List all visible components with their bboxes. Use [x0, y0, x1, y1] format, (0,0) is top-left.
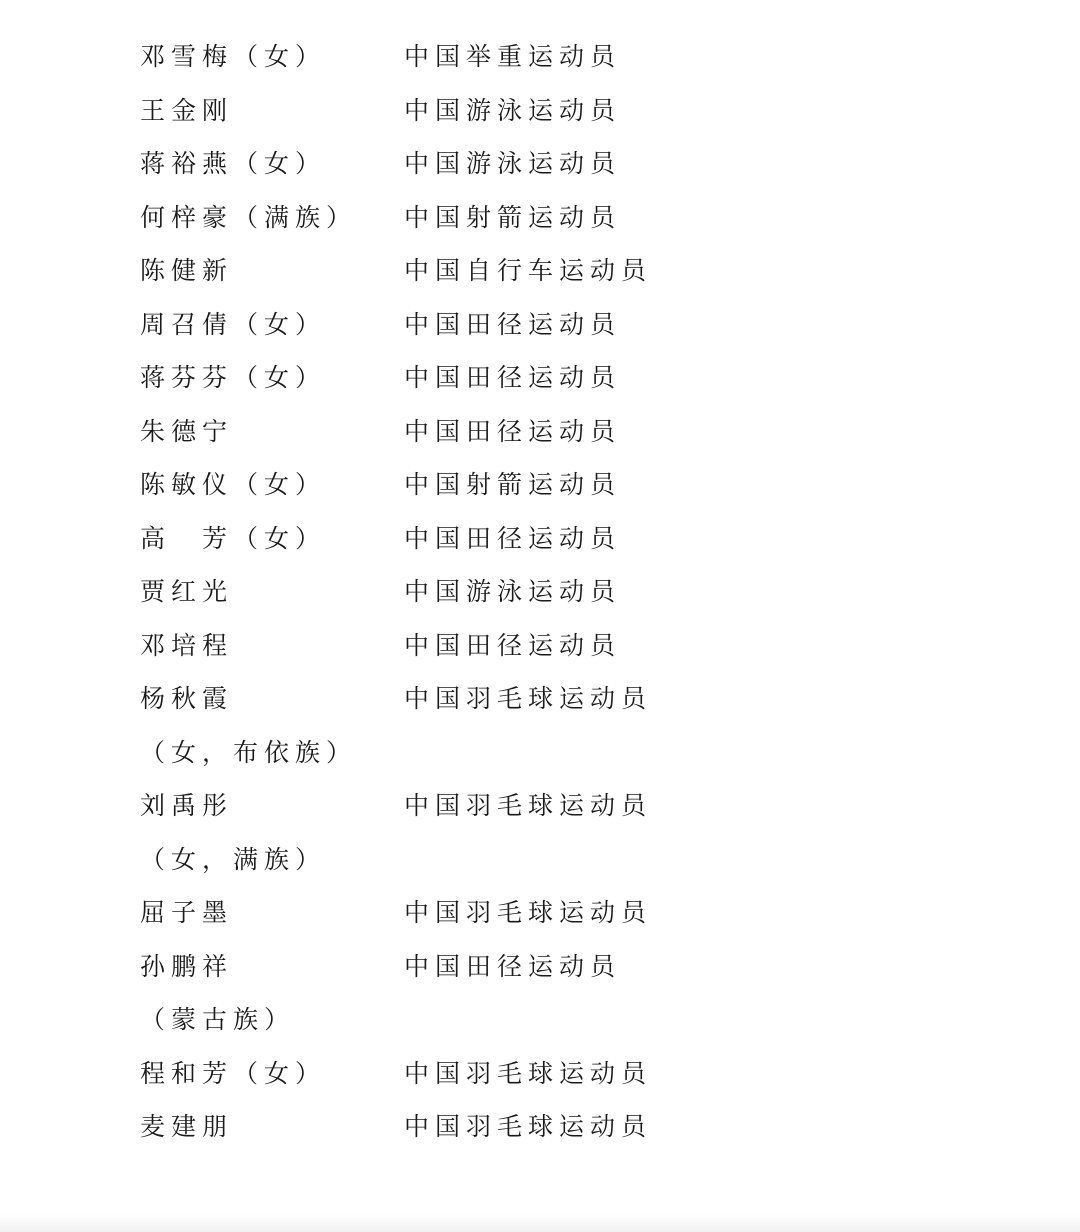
list-item: [140, 512, 940, 566]
athlete-name: 蒋芬芬（女）: [140, 363, 327, 392]
athlete-ethnicity-note: （女，布依族）: [140, 737, 358, 767]
page-bottom-edge: [0, 1214, 1080, 1232]
list-item: [140, 619, 940, 673]
athlete-name: 刘禹彤: [140, 791, 234, 820]
athlete-name: 孙鹏祥: [140, 951, 234, 981]
athlete-title: 中国羽毛球运动员: [404, 1058, 653, 1088]
athlete-title: 中国羽毛球运动员: [404, 791, 653, 820]
athlete-name: 程和芳（女）: [140, 1058, 327, 1088]
athlete-title: 中国游泳运动员: [404, 577, 622, 606]
list-item: [140, 672, 940, 726]
list-item: [140, 244, 940, 298]
athlete-ethnicity-note: （蒙古族）: [140, 1005, 296, 1034]
athlete-name: 蒋裕燕（女）: [140, 149, 327, 178]
athlete-name: 何梓豪（满族）: [140, 202, 358, 232]
list-item: [140, 726, 940, 780]
list-item: [140, 137, 940, 191]
athlete-name: 邓培程: [140, 630, 234, 660]
athlete-name: 高 芳（女）: [140, 523, 327, 553]
athlete-title: 中国举重运动员: [404, 42, 622, 71]
athlete-name: 屈子墨: [140, 898, 234, 927]
list-item: [140, 886, 940, 940]
athlete-ethnicity-note: （女，满族）: [140, 844, 327, 874]
athlete-title: 中国田径运动员: [404, 363, 622, 392]
athlete-title: 中国射箭运动员: [404, 470, 622, 499]
athlete-name: 王金刚: [140, 95, 234, 125]
athlete-name: 邓雪梅（女）: [140, 42, 327, 71]
athlete-title: 中国田径运动员: [404, 416, 622, 446]
athlete-title: 中国自行车运动员: [404, 256, 653, 285]
list-item: [140, 940, 940, 994]
list-item: [140, 565, 940, 619]
list-item: [140, 458, 940, 512]
athlete-title: 中国田径运动员: [404, 951, 622, 981]
athlete-name: 麦建朋: [140, 1112, 234, 1141]
athlete-name: 周召倩（女）: [140, 309, 327, 339]
athlete-title: 中国羽毛球运动员: [404, 898, 653, 927]
list-item: [140, 1047, 940, 1101]
list-item: [140, 30, 940, 84]
athlete-title: 中国田径运动员: [404, 309, 622, 339]
list-item: [140, 298, 940, 352]
athlete-title: 中国游泳运动员: [404, 95, 622, 125]
athlete-name: 杨秋霞: [140, 684, 234, 713]
athlete-title: 中国羽毛球运动员: [404, 684, 653, 713]
athlete-title: 中国游泳运动员: [404, 149, 622, 178]
athlete-name: 陈敏仪（女）: [140, 470, 327, 499]
list-item: [140, 833, 940, 887]
athlete-title: 中国射箭运动员: [404, 202, 622, 232]
list-item: [140, 405, 940, 459]
athlete-title: 中国羽毛球运动员: [404, 1112, 653, 1141]
list-item: [140, 1100, 940, 1154]
list-item: [140, 191, 940, 245]
athlete-list: [140, 30, 940, 1154]
list-item: [140, 351, 940, 405]
list-item: [140, 84, 940, 138]
athlete-title: 中国田径运动员: [404, 630, 622, 660]
athlete-name: 陈健新: [140, 256, 234, 285]
athlete-name: 朱德宁: [140, 416, 234, 446]
athlete-title: 中国田径运动员: [404, 523, 622, 553]
list-item: [140, 993, 940, 1047]
athlete-name: 贾红光: [140, 577, 234, 606]
list-item: [140, 779, 940, 833]
